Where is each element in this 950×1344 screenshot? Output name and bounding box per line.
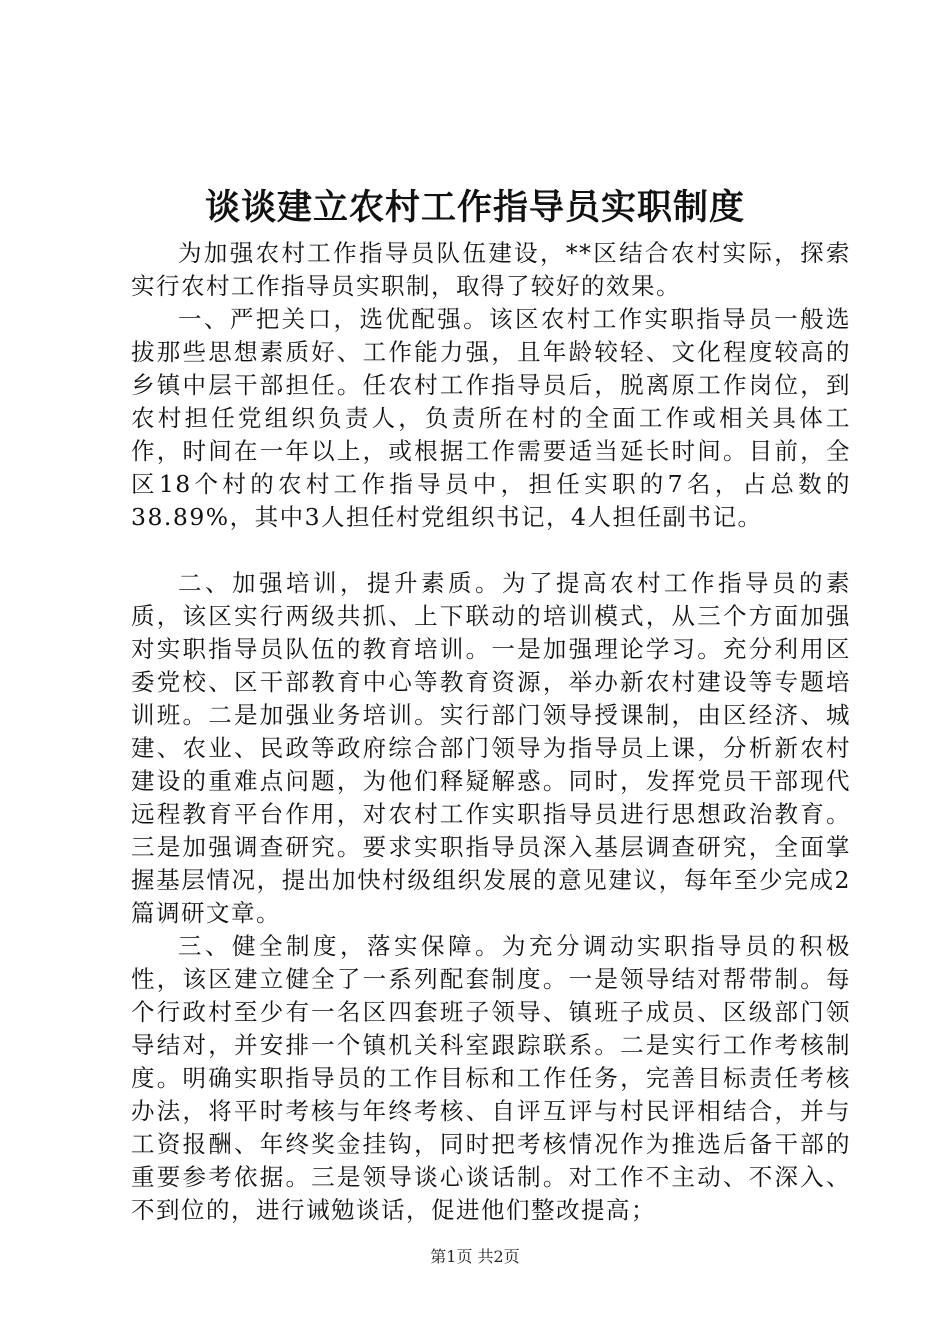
page-footer: 第1页 共2页 xyxy=(430,1247,520,1266)
paragraph-section-3: 三、健全制度，落实保障。为充分调动实职指导员的积极性，该区建立健全了一系列配套制度。一是领导结对帮带制。每个行政村至少有一名区四套班子领导、镇班子成员、区级部门领导结对，并安排一个镇机关科室跟踪联系。二是实行工作考核制度。明确实职指导员的工作目标和工作任务，完善目标责任考核办法，将平时考核与年终考核、自评互评与村民评相结合，并与工资报酬、年终奖金挂钩，同时把考核情况作为推选后备干部的重要参考依据。三是领导谈心谈话制。对工作不主动、不深入、不到位的，进行诫勉谈话，促进他们整改提高； xyxy=(131,932,851,1224)
paragraph-section-1: 一、严把关口，选优配强。该区农村工作实职指导员一般选拔那些思想素质好、工作能力强，且年龄较轻、文化程度较高的乡镇中层干部担任。任农村工作指导员后，脱离原工作岗位，到农村担任党组织负责人，负责所在村的全面工作或相关具体工作，时间在一年以上，或根据工作需要适当延长时间。目前，全区18个村的农村工作指导员中，担任实职的7名，占总数的38.89%，其中3人担任村党组织书记，4人担任副书记。 xyxy=(131,305,851,531)
paragraph-intro: 为加强农村工作指导员队伍建设，**区结合农村实际，探索实行农村工作指导员实职制，取得了较好的效果。 xyxy=(131,239,851,300)
paragraph-section-2: 二、加强培训，提升素质。为了提高农村工作指导员的素质，该区实行两级共抓、上下联动的培训模式，从三个方面加强对实职指导员队伍的教育培训。一是加强理论学习。充分利用区委党校、区干部教育中心等教育资源，举办新农村建设等专题培训班。二是加强业务培训。实行部门领导授课制，由区经济、城建、农业、民政等政府综合部门领导为指导员上课，分析新农村建设的重难点问题，为他们释疑解惑。同时，发挥党员干部现代远程教育平台作用，对农村工作实职指导员进行思想政治教育。三是加强调查研究。要求实职指导员深入基层调查研究，全面掌握基层情况，提出加快村级组织发展的意见建议，每年至少完成2篇调研文章。 xyxy=(131,569,851,927)
document-title: 谈谈建立农村工作指导员实职制度 xyxy=(204,187,745,228)
document-body xyxy=(131,237,851,1227)
